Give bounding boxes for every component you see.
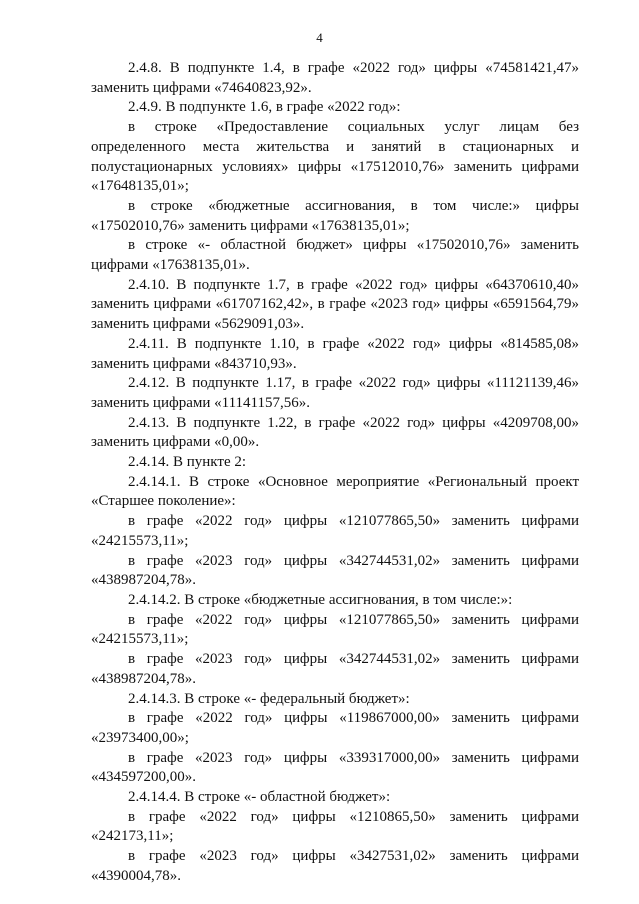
paragraph-2-4-8: 2.4.8. В подпункте 1.4, в графе «2022 год» цифры «74581421,47» заменить цифрами «74640823,92». [91,60,579,96]
page-number: 4 [316,30,323,45]
paragraph-2-4-9-line-2: в строке «бюджетные ассигнования, в том числе:» цифры «17502010,76» заменить цифрами «17638135,01»; [91,197,579,234]
paragraph-2-4-14-4: 2.4.14.4. В строке «- областной бюджет»: [128,789,391,806]
paragraph-2-4-14-2-line-1: в графе «2022 год» цифры «121077865,50» заменить цифрами «24215573,11»; [91,611,579,648]
paragraph-2-4-14-3-line-2: в графе «2023 год» цифры «339317000,00» заменить цифрами «434597200,00». [91,749,579,786]
paragraph-2-4-9-line-3: в строке «- областной бюджет» цифры «17502010,76» заменить цифрами «17638135,01». [91,237,579,274]
paragraph-2-4-14-1-line-2: в графе «2023 год» цифры «342744531,02» заменить цифрами «438987204,78». [91,552,579,589]
paragraph-2-4-14-4-line-1: в графе «2022 год» цифры «1210865,50» заменить цифрами «242173,11»; [91,808,579,845]
paragraph-2-4-13: 2.4.13. В подпункте 1.22, в графе «2022 год» цифры «4209708,00» заменить цифрами «0,00». [91,414,579,451]
paragraph-2-4-9-line-1: в строке «Предоставление социальных услуг лицам без определенного места жительства и занятий в стационарных и полустационарных условиях» цифры «17512010,76» заменить цифрами «17648135,01»; [91,119,579,195]
paragraph-2-4-11: 2.4.11. В подпункте 1.10, в графе «2022 год» цифры «814585,08» заменить цифрами «843710,93». [91,335,579,372]
paragraph-2-4-14-4-line-2: в графе «2023 год» цифры «3427531,02» заменить цифрами «4390004,78». [91,848,579,884]
paragraph-2-4-14: 2.4.14. В пункте 2: [128,454,247,471]
paragraph-2-4-14-1: 2.4.14.1. В строке «Основное мероприятие «Региональный проект «Старшее поколение»: [91,473,579,510]
paragraph-2-4-12: 2.4.12. В подпункте 1.17, в графе «2022 год» цифры «11121139,46» заменить цифрами «11141157,56». [91,375,579,411]
document-body [91,59,579,887]
paragraph-2-4-14-1-line-1: в графе «2022 год» цифры «121077865,50» заменить цифрами «24215573,11»; [91,513,579,549]
paragraph-2-4-14-3-line-1: в графе «2022 год» цифры «119867000,00» заменить цифрами «23973400,00»; [91,710,579,746]
paragraph-2-4-10: 2.4.10. В подпункте 1.7, в графе «2022 год» цифры «64370610,40» заменить цифрами «61707162,42», в графе «2023 год» цифры «6591564,79» заменить цифрами «5629091,03». [91,276,579,333]
paragraph-2-4-14-3: 2.4.14.3. В строке «- федеральный бюджет»: [128,690,410,707]
paragraph-2-4-14-2: 2.4.14.2. В строке «бюджетные ассигнования, в том числе:»: [128,591,513,608]
paragraph-2-4-9: 2.4.9. В подпункте 1.6, в графе «2022 год»: [128,99,401,116]
paragraph-2-4-14-2-line-2: в графе «2023 год» цифры «342744531,02» заменить цифрами «438987204,78». [91,651,579,687]
